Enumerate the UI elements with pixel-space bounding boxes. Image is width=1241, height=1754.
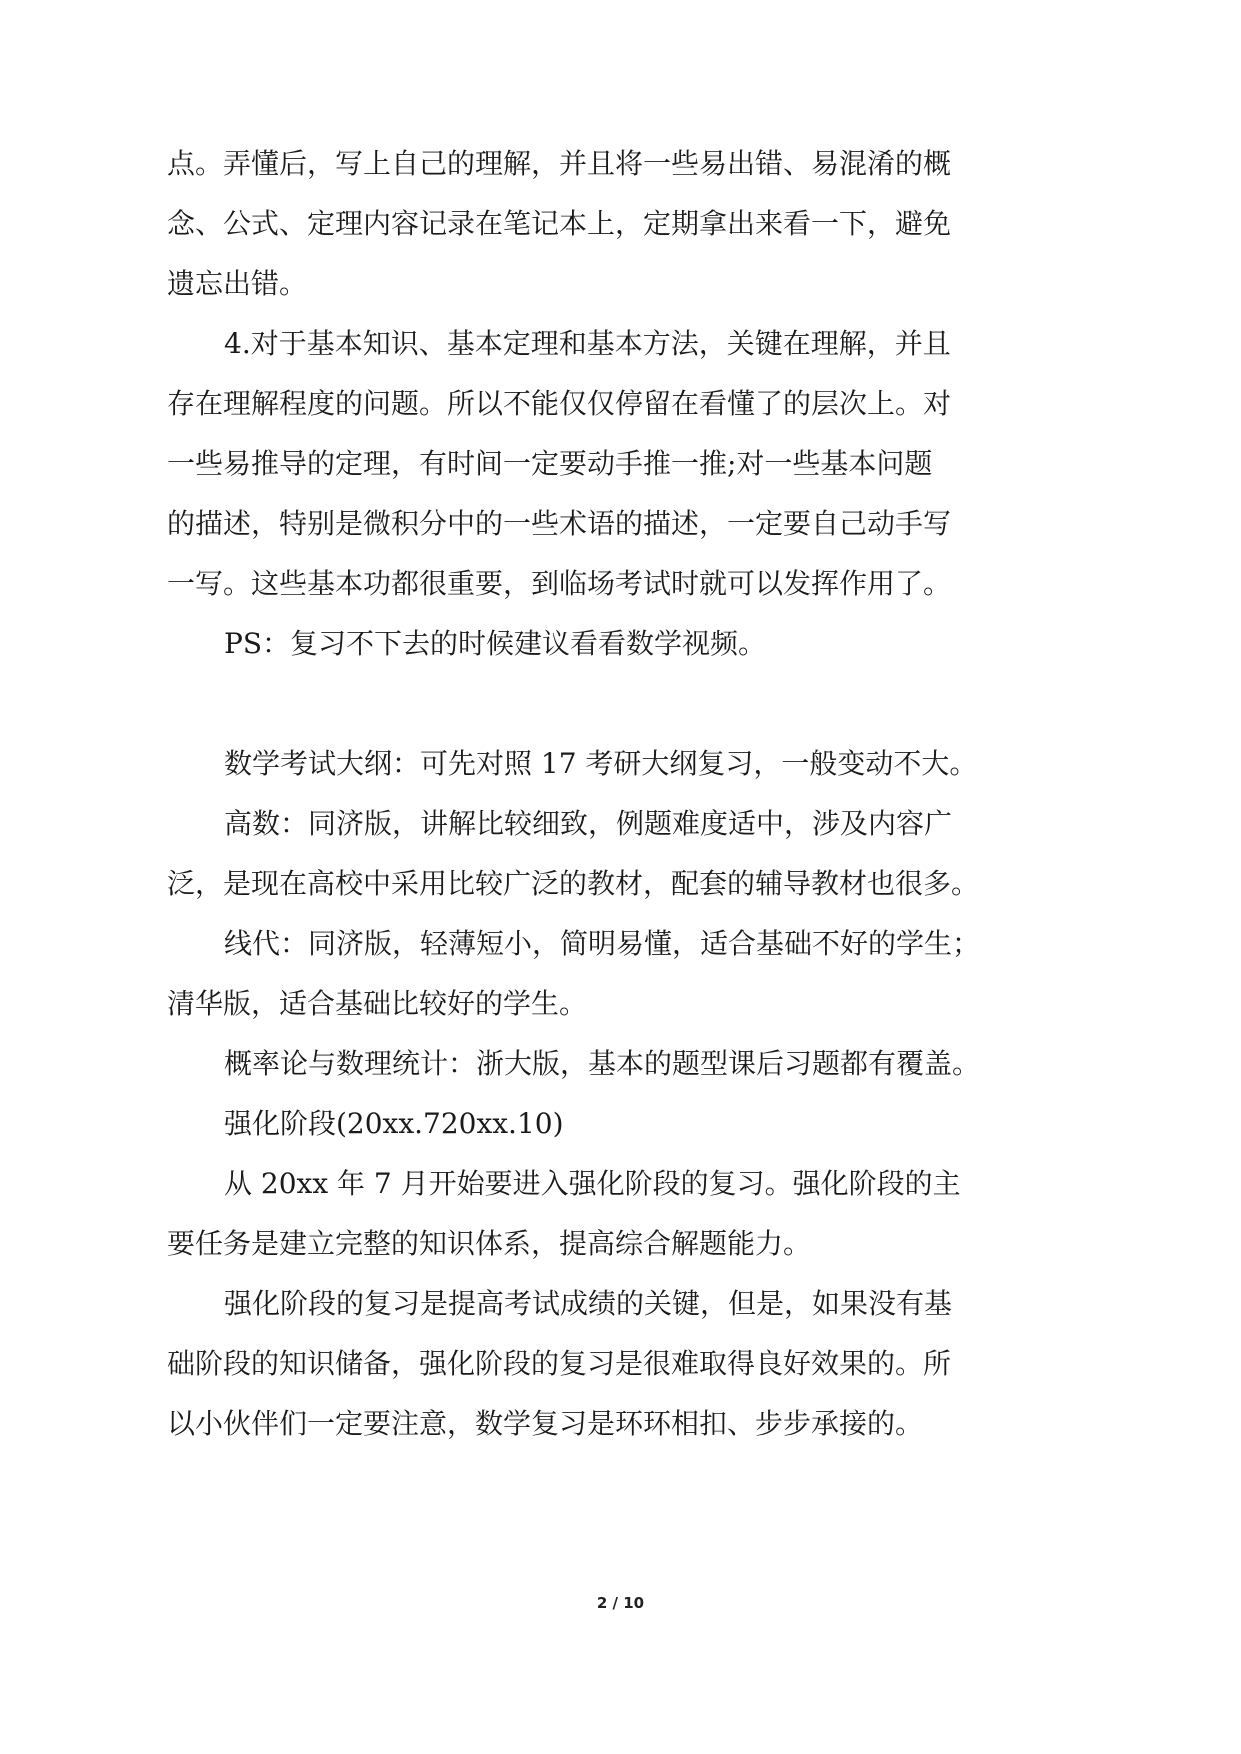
text-line: 一些易推导的定理，有时间一定要动手推一推;对一些基本问题 [167,447,933,480]
page-number: 2 / 10 [596,1594,645,1612]
text-line: 概率论与数理统计：浙大版，基本的题型课后习题都有覆盖。 [224,1047,981,1080]
text-line: 要任务是建立完整的知识体系，提高综合解题能力。 [167,1227,812,1260]
text-line: 以小伙伴们一定要注意，数学复习是环环相扣、步步承接的。 [167,1407,924,1440]
text-line: 高数：同济版，讲解比较细致，例题难度适中，涉及内容广 [224,807,953,840]
text-line: 清华版，适合基础比较好的学生。 [167,987,588,1020]
text-line: PS：复习不下去的时候建议看看数学视频。 [224,627,767,660]
text-line: 念、公式、定理内容记录在笔记本上，定期拿出来看一下，避免 [167,207,952,240]
text-line: 泛，是现在高校中采用比较广泛的教材，配套的辅导教材也很多。 [167,867,980,900]
text-line: 点。弄懂后，写上自己的理解，并且将一些易出错、易混淆的概 [167,147,952,180]
text-line: 强化阶段的复习是提高考试成绩的关键，但是，如果没有基 [224,1287,953,1320]
text-line: 遗忘出错。 [167,267,308,300]
text-line: 的描述，特别是微积分中的一些术语的描述，一定要自己动手写 [167,507,952,540]
text-line: 4.对于基本知识、基本定理和基本方法，关键在理解，并且 [224,327,951,360]
text-line: 从 20xx 年 7 月开始要进入强化阶段的复习。强化阶段的主 [224,1167,961,1200]
text-line: 线代：同济版，轻薄短小，简明易懂，适合基础不好的学生； [224,927,981,960]
section-heading: 强化阶段(20xx.720xx.10) [224,1107,564,1140]
text-line: 础阶段的知识储备，强化阶段的复习是很难取得良好效果的。所 [167,1347,952,1380]
text-line: 数学考试大纲：可先对照 17 考研大纲复习，一般变动不大。 [224,747,978,780]
text-line: 一写。这些基本功都很重要，到临场考试时就可以发挥作用了。 [167,567,952,600]
text-line: 存在理解程度的问题。所以不能仅仅停留在看懂了的层次上。对 [167,387,952,420]
